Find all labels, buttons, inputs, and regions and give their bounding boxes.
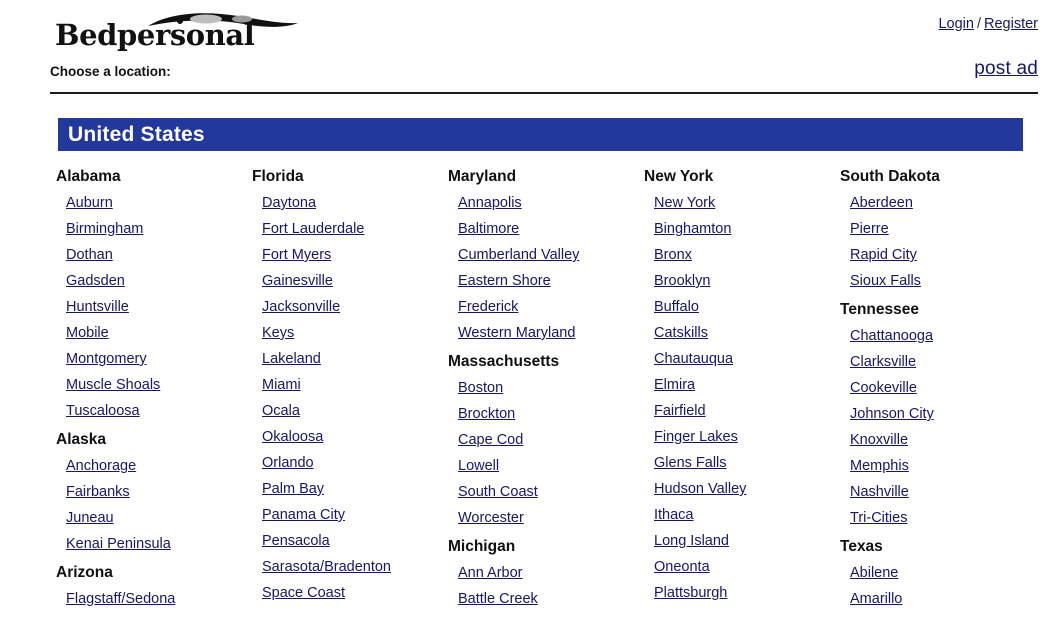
city-link[interactable]: Panama City — [262, 507, 346, 523]
location-column — [638, 161, 834, 612]
city-link[interactable]: Birmingham — [66, 221, 144, 237]
city-link[interactable]: Elmira — [654, 377, 696, 393]
city-link[interactable]: Juneau — [66, 510, 114, 526]
city-link[interactable]: Montgomery — [66, 351, 147, 367]
city-link[interactable]: Keys — [262, 325, 295, 341]
city-link[interactable]: Plattsburgh — [654, 585, 728, 601]
city-link[interactable]: Palm Bay — [262, 481, 325, 497]
city-link[interactable]: Glens Falls — [654, 455, 727, 471]
city-link[interactable]: Long Island — [654, 533, 729, 549]
country-banner — [58, 118, 1023, 151]
city-link[interactable]: Space Coast — [262, 585, 346, 601]
city-link[interactable]: Abilene — [850, 565, 899, 581]
city-link[interactable]: Frederick — [458, 299, 519, 315]
city-link[interactable]: Fairbanks — [66, 484, 130, 500]
city-link[interactable]: Memphis — [850, 458, 909, 474]
city-link[interactable]: Oneonta — [654, 559, 710, 575]
city-link[interactable]: Anchorage — [66, 458, 137, 474]
city-link[interactable]: Pensacola — [262, 533, 330, 549]
state-heading: Alabama — [56, 168, 121, 185]
state-heading: South Dakota — [840, 168, 940, 185]
city-link[interactable]: Tri-Cities — [850, 510, 908, 526]
city-link[interactable]: Flagstaff/Sedona — [66, 591, 176, 607]
city-link[interactable]: South Coast — [458, 484, 538, 500]
city-link[interactable]: Cape Cod — [458, 432, 524, 448]
state-heading: Maryland — [448, 168, 517, 185]
city-link[interactable]: Clarksville — [850, 354, 917, 370]
city-link[interactable]: Tuscaloosa — [66, 403, 140, 419]
city-link[interactable]: Catskills — [654, 325, 708, 341]
location-column — [50, 161, 246, 612]
auth-links — [938, 16, 1038, 32]
choose-location-label: Choose a location: — [50, 64, 171, 79]
city-link[interactable]: Amarillo — [850, 591, 903, 607]
state-heading: Tennessee — [840, 301, 919, 318]
city-link[interactable]: Okaloosa — [262, 429, 324, 445]
city-link[interactable]: Brooklyn — [654, 273, 711, 289]
city-link[interactable]: Cookeville — [850, 380, 917, 396]
login-link[interactable]: Login — [938, 16, 974, 32]
city-link[interactable]: Chattanooga — [850, 328, 934, 344]
city-link[interactable]: Cumberland Valley — [458, 247, 580, 263]
city-link[interactable]: Ann Arbor — [458, 565, 523, 581]
city-link[interactable]: Fairfield — [654, 403, 706, 419]
city-link[interactable]: Eastern Shore — [458, 273, 551, 289]
location-column — [246, 161, 442, 612]
auth-separator: / — [976, 16, 981, 32]
city-link[interactable]: Daytona — [262, 195, 317, 211]
state-heading: Massachusetts — [448, 353, 560, 370]
city-link[interactable]: Lowell — [458, 458, 500, 474]
city-link[interactable]: Hudson Valley — [654, 481, 747, 497]
city-link[interactable]: Lakeland — [262, 351, 321, 367]
city-link[interactable]: Kenai Peninsula — [66, 536, 171, 552]
city-link[interactable]: Finger Lakes — [654, 429, 738, 445]
country-title: United States — [68, 122, 205, 146]
city-link[interactable]: New York — [654, 195, 716, 211]
city-link[interactable]: Bronx — [654, 247, 692, 263]
city-link[interactable]: Gainesville — [262, 273, 333, 289]
city-link[interactable]: Western Maryland — [458, 325, 576, 341]
site-header — [0, 0, 1060, 58]
city-link[interactable]: Nashville — [850, 484, 909, 500]
city-link[interactable]: Boston — [458, 380, 504, 396]
register-link[interactable]: Register — [984, 16, 1038, 32]
city-link[interactable]: Muscle Shoals — [66, 377, 161, 393]
state-heading: Texas — [840, 538, 883, 555]
city-link[interactable]: Annapolis — [458, 195, 522, 211]
city-link[interactable]: Mobile — [66, 325, 109, 341]
location-columns — [50, 161, 1050, 612]
city-link[interactable]: Binghamton — [654, 221, 732, 237]
city-link[interactable]: Buffalo — [654, 299, 699, 315]
city-link[interactable]: Sarasota/Bradenton — [262, 559, 391, 575]
location-column — [442, 161, 638, 612]
city-link[interactable]: Miami — [262, 377, 301, 393]
state-heading: Alaska — [56, 431, 106, 448]
city-link[interactable]: Knoxville — [850, 432, 909, 448]
state-heading: Florida — [252, 168, 304, 185]
city-link[interactable]: Fort Lauderdale — [262, 221, 365, 237]
city-link[interactable]: Auburn — [66, 195, 113, 211]
city-link[interactable]: Jacksonville — [262, 299, 341, 315]
city-link[interactable]: Pierre — [850, 221, 889, 237]
site-logo[interactable] — [50, 6, 370, 52]
city-link[interactable]: Fort Myers — [262, 247, 332, 263]
state-heading: Michigan — [448, 538, 516, 555]
post-ad-link[interactable]: post ad — [974, 58, 1038, 79]
city-link[interactable]: Dothan — [66, 247, 113, 263]
city-link[interactable]: Worcester — [458, 510, 524, 526]
city-link[interactable]: Battle Creek — [458, 591, 538, 607]
state-heading: New York — [644, 168, 714, 185]
city-link[interactable]: Huntsville — [66, 299, 129, 315]
city-link[interactable]: Gadsden — [66, 273, 125, 289]
city-link[interactable]: Chautauqua — [654, 351, 734, 367]
city-link[interactable]: Baltimore — [458, 221, 520, 237]
city-link[interactable]: Orlando — [262, 455, 314, 471]
state-heading: Arizona — [56, 564, 113, 581]
city-link[interactable]: Johnson City — [850, 406, 934, 422]
city-link[interactable]: Ithaca — [654, 507, 694, 523]
logo-wordmark: Bedpersonal — [55, 18, 255, 52]
city-link[interactable]: Ocala — [262, 403, 300, 419]
city-link[interactable]: Sioux Falls — [850, 273, 921, 289]
city-link[interactable]: Aberdeen — [850, 195, 913, 211]
location-chooser-bar — [50, 58, 1038, 94]
city-link[interactable]: Rapid City — [850, 247, 917, 263]
location-column — [834, 161, 1030, 612]
city-link[interactable]: Brockton — [458, 406, 516, 422]
